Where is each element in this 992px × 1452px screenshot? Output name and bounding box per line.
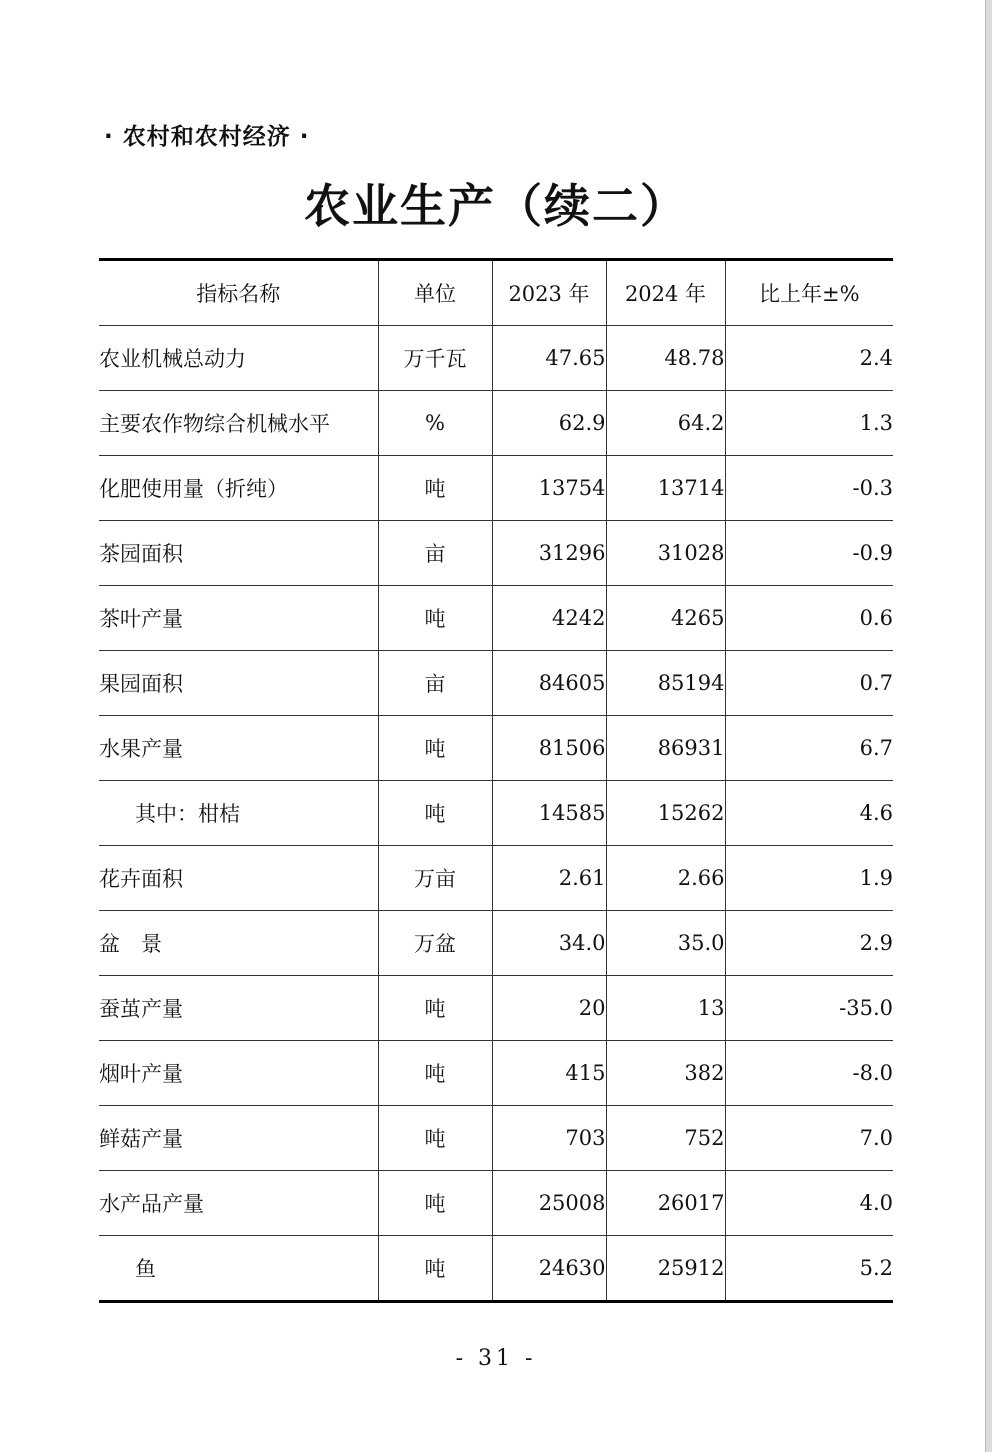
value-2023-cell: 25008: [492, 1171, 606, 1236]
unit-cell: 吨: [378, 976, 492, 1041]
indicator-name-cell: 鱼: [99, 1236, 378, 1302]
value-2024-cell: 4265: [606, 586, 725, 651]
value-2024-cell: 31028: [606, 521, 725, 586]
indicator-name-cell: 化肥使用量（折纯）: [99, 456, 378, 521]
unit-cell: 吨: [378, 1106, 492, 1171]
indicator-name-cell: 其中：柑桔: [99, 781, 378, 846]
value-2024-cell: 64.2: [606, 391, 725, 456]
table-row: [99, 586, 893, 651]
change-cell: 1.3: [725, 391, 893, 456]
value-2024-cell: 752: [606, 1106, 725, 1171]
header-row: [99, 260, 893, 326]
value-2024-cell: 26017: [606, 1171, 725, 1236]
value-2023-cell: 14585: [492, 781, 606, 846]
change-cell: 4.0: [725, 1171, 893, 1236]
change-cell: 2.9: [725, 911, 893, 976]
value-2023-cell: 415: [492, 1041, 606, 1106]
change-cell: 6.7: [725, 716, 893, 781]
table-row: [99, 716, 893, 781]
indicator-name-cell: 水产品产量: [99, 1171, 378, 1236]
section-header: · 农村和农村经济 ·: [104, 124, 310, 150]
value-2024-cell: 25912: [606, 1236, 725, 1302]
value-2023-cell: 34.0: [492, 911, 606, 976]
change-cell: -8.0: [725, 1041, 893, 1106]
table-row: [99, 1041, 893, 1106]
value-2023-cell: 703: [492, 1106, 606, 1171]
value-2023-cell: 84605: [492, 651, 606, 716]
value-2024-cell: 35.0: [606, 911, 725, 976]
value-2023-cell: 81506: [492, 716, 606, 781]
change-cell: 4.6: [725, 781, 893, 846]
value-2023-cell: 4242: [492, 586, 606, 651]
unit-cell: 万盆: [378, 911, 492, 976]
header-change: 比上年±%: [725, 260, 893, 326]
page-title: 农业生产（续二）: [304, 179, 688, 233]
unit-cell: %: [378, 391, 492, 456]
change-cell: -0.9: [725, 521, 893, 586]
table-row: [99, 651, 893, 716]
table-row: [99, 1106, 893, 1171]
indicator-name-cell: 花卉面积: [99, 846, 378, 911]
change-cell: 2.4: [725, 326, 893, 391]
change-cell: 7.0: [725, 1106, 893, 1171]
unit-cell: 万亩: [378, 846, 492, 911]
change-cell: -35.0: [725, 976, 893, 1041]
value-2024-cell: 13714: [606, 456, 725, 521]
value-2023-cell: 47.65: [492, 326, 606, 391]
unit-cell: 吨: [378, 1171, 492, 1236]
table-body: [99, 326, 893, 1302]
table-row: [99, 911, 893, 976]
value-2023-cell: 31296: [492, 521, 606, 586]
value-2023-cell: 2.61: [492, 846, 606, 911]
unit-cell: 吨: [378, 1236, 492, 1302]
indicator-name-cell: 鲜菇产量: [99, 1106, 378, 1171]
indicator-name-cell: 主要农作物综合机械水平: [99, 391, 378, 456]
value-2023-cell: 62.9: [492, 391, 606, 456]
table-row: [99, 781, 893, 846]
change-cell: 1.9: [725, 846, 893, 911]
table-row: [99, 456, 893, 521]
value-2023-cell: 20: [492, 976, 606, 1041]
table-row: [99, 521, 893, 586]
value-2023-cell: 24630: [492, 1236, 606, 1302]
change-cell: 0.6: [725, 586, 893, 651]
unit-cell: 亩: [378, 521, 492, 586]
value-2024-cell: 2.66: [606, 846, 725, 911]
value-2024-cell: 85194: [606, 651, 725, 716]
value-2024-cell: 15262: [606, 781, 725, 846]
table-row: [99, 1171, 893, 1236]
indicator-name-cell: 蚕茧产量: [99, 976, 378, 1041]
indicator-name-cell: 茶叶产量: [99, 586, 378, 651]
value-2024-cell: 86931: [606, 716, 725, 781]
unit-cell: 万千瓦: [378, 326, 492, 391]
header-year-2023: 2023 年: [492, 260, 606, 326]
table-header: [99, 260, 893, 326]
unit-cell: 吨: [378, 781, 492, 846]
change-cell: 0.7: [725, 651, 893, 716]
unit-cell: 吨: [378, 586, 492, 651]
value-2024-cell: 382: [606, 1041, 725, 1106]
change-cell: 5.2: [859, 1256, 893, 1280]
table-row: [99, 1236, 893, 1302]
header-year-2024: 2024 年: [606, 260, 725, 326]
table-row: [99, 326, 893, 391]
unit-cell: 吨: [378, 456, 492, 521]
unit-cell: 吨: [378, 1041, 492, 1106]
change-cell: -0.3: [725, 456, 893, 521]
unit-cell: 亩: [378, 651, 492, 716]
indicator-name-cell: 果园面积: [99, 651, 378, 716]
indicator-name-cell: 盆 景: [99, 911, 378, 976]
table-row: [99, 976, 893, 1041]
header-indicator-name: 指标名称: [99, 260, 378, 326]
unit-cell: 吨: [378, 716, 492, 781]
indicator-name-cell: 茶园面积: [99, 521, 378, 586]
value-2024-cell: 48.78: [606, 326, 725, 391]
page-number: - 31 -: [455, 1346, 537, 1371]
indicator-name-cell: 水果产量: [99, 716, 378, 781]
data-table: [99, 258, 893, 1303]
indicator-name-cell: 烟叶产量: [99, 1041, 378, 1106]
indicator-name-cell: 农业机械总动力: [99, 326, 378, 391]
table-row: [99, 846, 893, 911]
value-2024-cell: 13: [606, 976, 725, 1041]
table-row: [99, 391, 893, 456]
value-2023-cell: 13754: [492, 456, 606, 521]
header-unit: 单位: [378, 260, 492, 326]
